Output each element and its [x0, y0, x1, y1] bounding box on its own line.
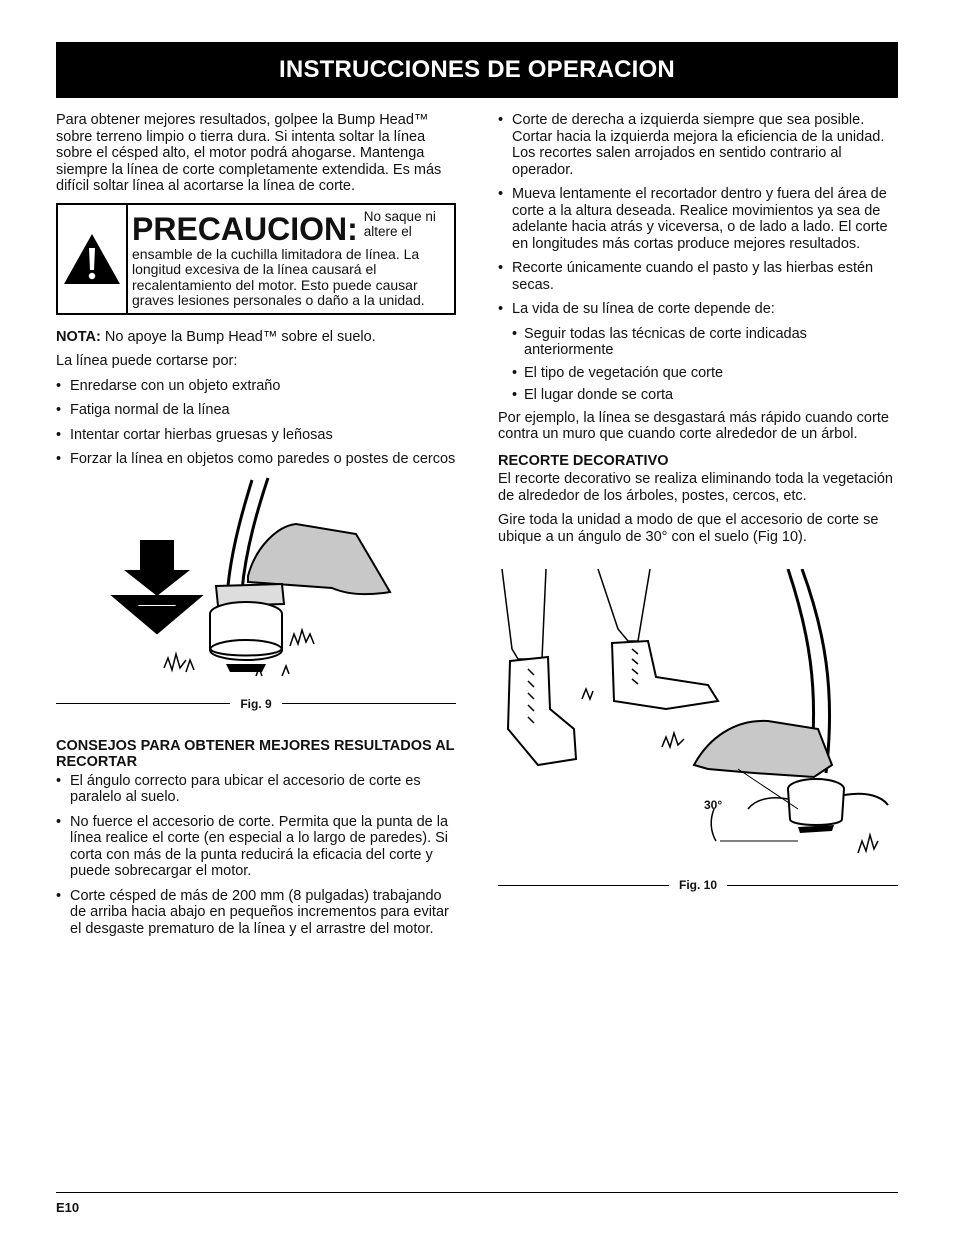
example-paragraph: Por ejemplo, la línea se desgastará más rápido cuando corte contra un muro que cuando corte alrededor de un árbol.: [498, 409, 889, 442]
nota-label: NOTA:: [56, 328, 101, 345]
list-item: • El lugar donde se corta: [512, 387, 898, 404]
caution-text-rest: ensamble de la cuchilla limitadora de línea. La longitud excesiva de la línea causará el recalentamiento del motor. Esto puede causar graves lesiones personales o daño a la unidad.: [132, 245, 425, 308]
figure-10-caption: [498, 877, 898, 894]
line-cut-intro: La línea puede cortarse por:: [56, 353, 238, 369]
list-item: • Seguir todas las técnicas de corte indicadas anteriormente: [512, 326, 898, 359]
decor-paragraph-1: El recorte decorativo se realiza eliminando toda la vegetación de alrededor de los árboles, postes, cercos, etc.: [498, 471, 893, 504]
nota-text: No apoye la Bump Head™ sobre el suelo.: [104, 328, 376, 345]
right-column: [498, 112, 898, 899]
list-item: • Fatiga normal de la línea: [56, 402, 456, 419]
line-life-sublist: [498, 326, 898, 404]
list-item: • Forzar la línea en objetos como paredes o postes de cercos: [56, 451, 456, 468]
list-item: • Corte de derecha a izquierda siempre que sea posible. Cortar hacia la izquierda mejora la eficiencia de la unidad. Los recortes salen arrojados en sentido contrario al operador.: [498, 112, 898, 178]
list-item: • No fuerce el accesorio de corte. Permita que la punta de la línea realice el corte (en especial a lo largo de paredes). Si corta con más de la punta reducirá la eficacia del corte y puede sobrecargar el motor.: [56, 814, 456, 880]
list-item: • La vida de su línea de corte depende de:: [498, 301, 898, 318]
bump-head-illustration: [56, 476, 456, 704]
figure-9-label: Fig. 9: [240, 696, 272, 711]
warning-triangle-icon: [62, 232, 122, 286]
list-item: • El tipo de vegetación que corte: [512, 365, 898, 382]
list-item: • Mueva lentamente el recortador dentro y fuera del área de corte a la altura deseada. Realice movimientos ya sea de adelante hacia atrás y viceversa, o de lado a lado. El corte en longitudes más cortas produce mejores resultados.: [498, 186, 898, 252]
caution-icon-cell: [58, 205, 128, 313]
angle-label: 30°: [704, 798, 723, 812]
list-item: • Intentar cortar hierbas gruesas y leñosas: [56, 427, 456, 444]
decor-heading: RECORTE DECORATIVO: [498, 452, 669, 469]
tips-list: [56, 773, 456, 938]
intro-paragraph: Para obtener mejores resultados, golpee la Bump Head™ sobre terreno limpio o tierra dura. Si intenta soltar la línea sobre el césped alto, el motor podrá ahogarse. Mantenga siempre la línea de corte completamente extendida. Es más difícil soltar línea al acortarse la línea de corte.: [56, 112, 442, 194]
figure-10-label: Fig. 10: [679, 878, 718, 892]
footer-rule: [56, 1192, 898, 1193]
tips-heading: CONSEJOS PARA OBTENER MEJORES RESULTADOS AL RECORTAR: [56, 737, 455, 770]
list-item: • Corte césped de más de 200 mm (8 pulgadas) trabajando de arriba hacia abajo en pequeños incrementos para evitar el desgaste prematuro de la línea y el arrastre del motor.: [56, 888, 456, 938]
trimmer-angle-illustration: [498, 569, 898, 869]
nota-paragraph: [56, 329, 456, 346]
caution-text-start: No saque ni altere el: [363, 208, 436, 239]
decor-paragraph-2: Gire toda la unidad a modo de que el accesorio de corte se ubique a un ángulo de 30° con el suelo (Fig 10).: [498, 512, 879, 545]
page-title: INSTRUCCIONES DE OPERACION: [279, 56, 675, 83]
caution-box: [56, 203, 456, 315]
figure-9: [56, 476, 456, 711]
figure-10: [498, 569, 898, 899]
left-column: [56, 112, 456, 945]
caution-heading: PRECAUCION:: [132, 210, 358, 247]
figure-9-caption: [56, 696, 456, 713]
caution-text: [128, 205, 454, 313]
list-item: • Recorte únicamente cuando el pasto y las hierbas estén secas.: [498, 260, 898, 293]
page-header: [56, 42, 898, 98]
line-cut-list: [56, 378, 456, 468]
page-number: E10: [56, 1200, 80, 1215]
cutting-tips-list: [498, 112, 898, 318]
list-item: • El ángulo correcto para ubicar el accesorio de corte es paralelo al suelo.: [56, 773, 456, 806]
list-item: • Enredarse con un objeto extraño: [56, 378, 456, 395]
